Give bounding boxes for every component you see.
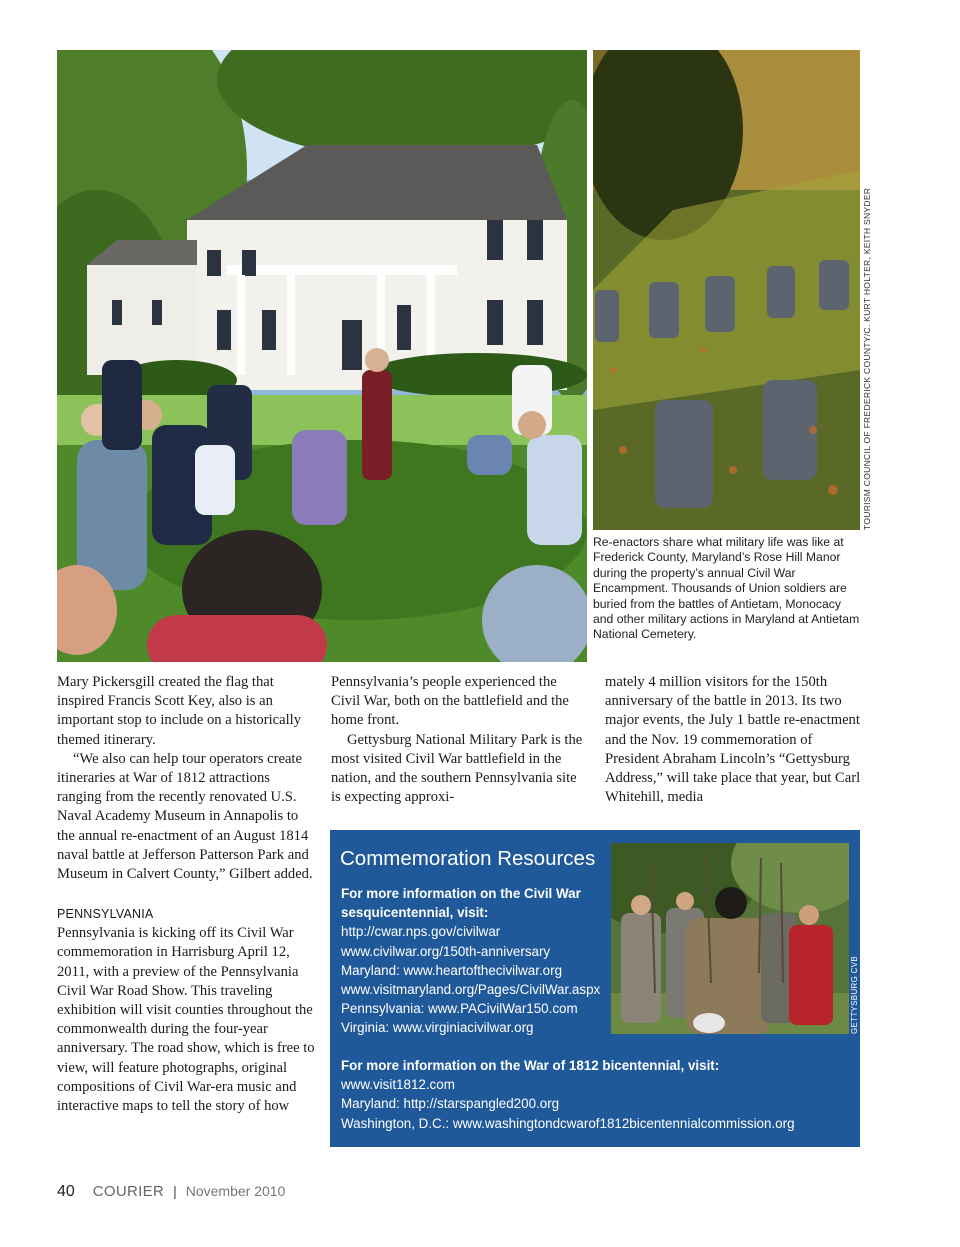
paragraph: mately 4 million visitors for the 150th anniversary of the battle in 2013. Its two major events, the July 1 battle re-enactment and the Nov. 19 commemoration of President Abraham Lincoln’s “Gettysburg Address,” will take place that year, but Carl Whitehill, media bbox=[605, 674, 861, 806]
reenactors-scene-illustration bbox=[611, 843, 849, 1034]
page-number: 40 bbox=[57, 1183, 75, 1200]
civil-war-resources bbox=[341, 884, 611, 1038]
issue-date: November 2010 bbox=[185, 1183, 286, 1199]
war-1812-heading: For more information on the War of 1812 bicentennial, visit: bbox=[341, 1058, 720, 1073]
paragraph: “We also can help tour operators create itineraries at War of 1812 attractions ranging from the recently renovated U.S. Naval Academy Museum in Annapolis to the annual re-enactment of an August 1814 naval battle at Jefferson Patterson Park and Museum in Calvert County,” Gilbert added. bbox=[57, 750, 313, 883]
resource-link: Maryland: www.heartofthecivilwar.org bbox=[341, 962, 563, 978]
resource-link: Washington, D.C.: www.washingtondcwarof1812bicentennialcommission.org bbox=[341, 1115, 795, 1131]
paragraph: Pennsylvania is kicking off its Civil War commemoration in Harrisburg April 12, 2011, with a preview of the Pennsylvania Civil War Road Show. This traveling exhibition will visit counties throughout the commonwealth during the four-year anniversary. The road show, which is free to view, will feature photographs, original compositions of Civil War-era music and interactive maps to tell the story of how bbox=[57, 925, 315, 1115]
cemetery-photo bbox=[593, 50, 860, 530]
manor-reenactors-photo bbox=[57, 50, 587, 662]
photo-caption: Re-enactors share what military life was like at Frederick County, Maryland’s Rose Hill Manor during the property’s annual Civil War Encampment. Thousands of Union soldiers are buried from the battles of Antietam, Monocacy and other military actions in Maryland at Antietam National Cemetery. bbox=[593, 535, 860, 642]
publication-name: COURIER bbox=[92, 1183, 165, 1200]
resources-title: Commemoration Resources bbox=[340, 847, 596, 870]
article-column-1 bbox=[57, 673, 315, 1116]
section-heading: PENNSYLVANIA bbox=[57, 907, 154, 922]
photo-credit-gettysburg: GETTYSBURG CVB bbox=[850, 956, 859, 1034]
resource-link: http://cwar.nps.gov/civilwar bbox=[341, 924, 501, 940]
civil-war-heading: For more information on the Civil War sesquicentennial, visit: bbox=[341, 886, 581, 921]
war-1812-resources bbox=[341, 1056, 841, 1133]
paragraph: Mary Pickersgill created the flag that inspired Francis Scott Key, also is an important stop to include on a historically themed itinerary. bbox=[57, 674, 301, 748]
photo-credit-tourism: TOURISM COUNCIL OF FREDERICK COUNTY/C. KURT HOLTER, KEITH SNYDER bbox=[862, 187, 872, 530]
paragraph: Gettysburg National Military Park is the most visited Civil War battlefield in the nation, and the southern Pennsylvania site is expecting approxi- bbox=[331, 731, 583, 806]
resource-link: www.visitmaryland.org/Pages/CivilWar.aspx bbox=[341, 982, 601, 998]
gettysburg-reenactors-photo bbox=[611, 843, 849, 1034]
article-column-3 bbox=[605, 673, 861, 807]
footer-separator: | bbox=[173, 1183, 177, 1199]
resource-link: www.civilwar.org/150th-anniversary bbox=[341, 943, 551, 959]
manor-scene-illustration bbox=[57, 50, 587, 662]
cemetery-scene-illustration bbox=[593, 50, 860, 530]
article-column-2 bbox=[331, 673, 586, 807]
page-footer bbox=[57, 1183, 285, 1201]
resource-link: Virginia: www.virginiacivilwar.org bbox=[341, 1020, 534, 1036]
resource-link: Maryland: http://starspangled200.org bbox=[341, 1096, 560, 1112]
paragraph: Pennsylvania’s people experienced the Civil War, both on the battlefield and the home front. bbox=[331, 674, 569, 729]
resource-link: Pennsylvania: www.PACivilWar150.com bbox=[341, 1001, 578, 1017]
resource-link: www.visit1812.com bbox=[341, 1077, 455, 1093]
